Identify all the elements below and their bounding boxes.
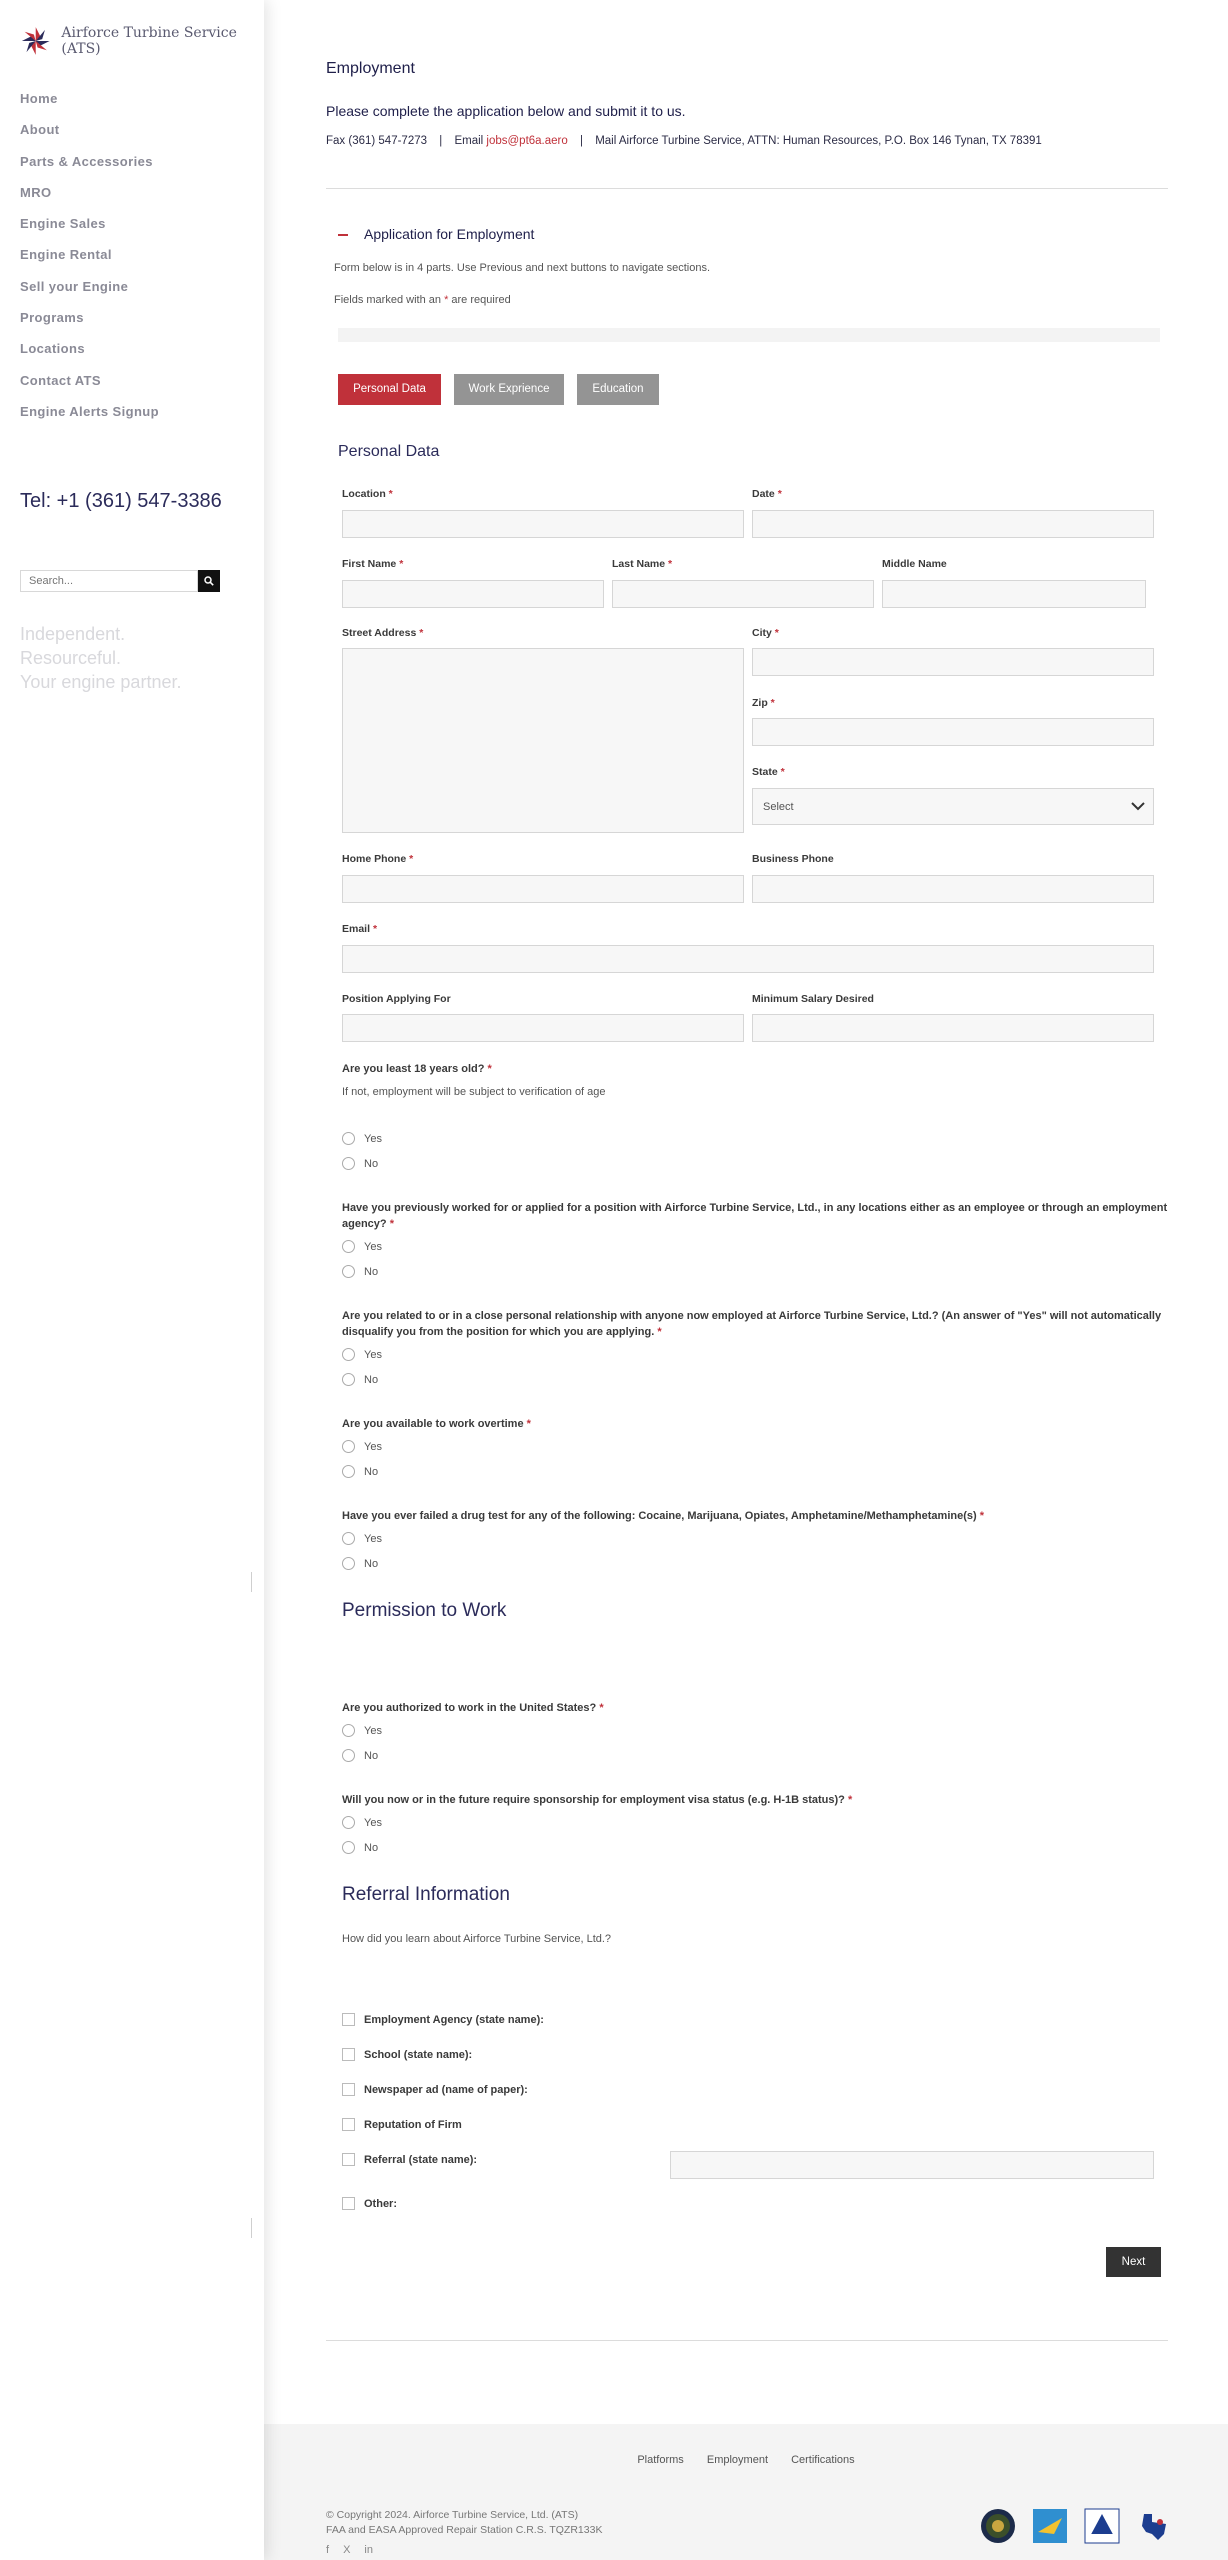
date-label [752,488,782,500]
nav-engine-sales[interactable]: Engine Sales [20,216,106,232]
x-twitter-icon[interactable]: X [343,2544,351,2556]
question-age [342,1061,1172,1077]
radio-overtime-yes[interactable] [342,1440,382,1453]
question-drug-test-text: Have you ever failed a drug test for any of the following: Cocaine, Marijuana, Opiates, Amphetamine/Methamphetamine(s) [342,1510,977,1522]
radio-related-yes[interactable] [342,1348,382,1361]
radio-age-yes[interactable] [342,1132,382,1145]
certification-badges [980,2508,1172,2544]
radio-label: No [364,1465,379,1478]
radio-drug-yes[interactable] [342,1532,382,1545]
question-previous-work [342,1200,1172,1232]
fax-label: Fax [326,135,346,147]
footer-link-platforms[interactable]: Platforms [637,2454,684,2466]
question-drug-test [342,1508,1172,1524]
question-overtime-text: Are you available to work overtime [342,1418,524,1430]
checkbox-label: Other: [364,2197,397,2210]
separator: | [439,135,443,147]
checkbox-box[interactable] [342,2118,355,2131]
city-label [752,627,779,639]
required-note-prefix: Fields marked with an [334,294,441,306]
required-asterisk: * [599,1702,604,1714]
referral-name-input[interactable] [670,2151,1154,2179]
referral-subtitle: How did you learn about Airforce Turbine Service, Ltd.? [342,1933,612,1945]
radio-label: Yes [364,1532,382,1545]
radio-label: Yes [364,1724,382,1737]
facebook-icon[interactable]: f [326,2544,330,2556]
radio-circle[interactable] [342,1841,355,1854]
radio-circle[interactable] [342,1532,355,1545]
radio-circle[interactable] [342,1373,355,1386]
required-asterisk: * [409,853,414,865]
question-authorized [342,1700,1172,1716]
radio-sponsorship-yes[interactable] [342,1816,382,1829]
radio-label: Yes [364,1816,382,1829]
radio-circle[interactable] [342,1348,355,1361]
age-note: If not, employment will be subject to verification of age [342,1086,606,1098]
radio-previous-no[interactable] [342,1265,378,1278]
state-label [752,766,785,778]
ats-logo-icon [20,24,51,58]
checkbox-label: School (state name): [364,2048,473,2061]
first-name-label-text: First Name [342,558,397,570]
state-select[interactable] [752,788,1154,825]
mail-label: Mail [595,135,617,147]
permission-heading: Permission to Work [342,1600,507,1621]
radio-circle[interactable] [342,1440,355,1453]
required-asterisk: * [668,558,673,570]
radio-circle[interactable] [342,1132,355,1145]
radio-circle[interactable] [342,1816,355,1829]
required-asterisk: * [770,697,775,709]
referral-heading: Referral Information [342,1884,510,1905]
linkedin-icon[interactable]: in [364,2544,373,2556]
radio-circle[interactable] [342,1724,355,1737]
copyright [326,2508,602,2538]
state-select-value: Select [763,800,794,813]
radio-circle[interactable] [342,1749,355,1762]
required-asterisk: * [372,923,378,935]
middle-name-label: Middle Name [882,558,947,570]
question-previous-work-text: Have you previously worked for or applied for a position with Airforce Turbine Service, Ltd., in any locations either as an employee or through an employment agency? [342,1202,1168,1230]
nav-parts[interactable]: Parts & Accessories [20,153,153,169]
separator: | [579,135,583,147]
required-asterisk: * [780,766,785,778]
mail-value: Airforce Turbine Service, ATTN: Human Resources, P.O. Box 146 Tynan, TX 78391 [618,135,1042,147]
search-input[interactable] [20,570,198,592]
radio-related-no[interactable] [342,1373,378,1386]
location-input[interactable] [342,510,744,538]
email-input[interactable] [342,945,1154,973]
progress-bar [338,328,1160,342]
fax-value: (361) 547-7273 [348,135,428,147]
required-asterisk: * [777,488,782,500]
checkbox-box[interactable] [342,2083,355,2096]
required-asterisk: * [399,558,404,570]
required-asterisk: * [388,488,393,500]
checkbox-box[interactable] [342,2048,355,2061]
email-label-text: Email [342,923,371,935]
radio-label: No [364,1557,379,1570]
location-label-text: Location [342,488,386,500]
zip-label-text: Zip [752,697,768,709]
street-label-text: Street Address [342,627,417,639]
tab-personal-data[interactable]: Personal Data [338,374,441,405]
question-sponsorship [342,1792,1172,1808]
date-label-text: Date [752,488,775,500]
nav-home[interactable]: Home [20,91,58,106]
required-note-suffix: are required [451,294,511,306]
radio-label: No [364,1265,379,1278]
required-asterisk: * [526,1418,531,1430]
nav-locations[interactable]: Locations [20,341,85,357]
street-address-input[interactable] [342,648,744,833]
home-phone-input[interactable] [342,875,744,903]
zip-label [752,697,775,709]
tagline-line: Resourceful. [20,648,122,668]
nav-sell-engine[interactable]: Sell your Engine [20,278,129,294]
checkbox-school[interactable] [342,2048,472,2061]
checkbox-label: Reputation of Firm [364,2118,462,2131]
radio-circle[interactable] [342,1557,355,1570]
sidebar-phone[interactable]: Tel: +1 (361) 547-3386 [20,490,222,512]
radio-label: Yes [364,1132,382,1145]
nav-engine-alerts[interactable]: Engine Alerts Signup [20,403,159,419]
nav-engine-rental[interactable]: Engine Rental [20,247,112,263]
search-icon [204,576,214,586]
main-content [264,0,1228,2560]
tagline-line: Your engine partner. [20,672,182,692]
radio-authorized-yes[interactable] [342,1724,382,1737]
checkbox-label: Newspaper ad (name of paper): [364,2083,528,2096]
email-link[interactable]: jobs@pt6a.aero [486,135,568,147]
checkbox-referral[interactable] [342,2153,477,2166]
checkbox-box[interactable] [342,2153,355,2166]
radio-authorized-no[interactable] [342,1749,378,1762]
question-age-text: Are you least 18 years old? [342,1063,485,1075]
search-button[interactable] [198,570,220,592]
radio-label: Yes [364,1440,382,1453]
nav-programs[interactable]: Programs [20,310,84,326]
radio-label: No [364,1157,379,1170]
checkbox-box[interactable] [342,2197,355,2210]
personal-data-heading: Personal Data [338,443,440,460]
street-label [342,627,423,639]
question-sponsorship-text: Will you now or in the future require sponsorship for employment visa status (e.g. H-1B status)? [342,1794,845,1806]
date-input[interactable] [752,510,1154,538]
radio-circle[interactable] [342,1265,355,1278]
radio-circle[interactable] [342,1240,355,1253]
required-asterisk: * [657,1326,662,1338]
nav-about[interactable]: About [20,122,60,138]
intro-text: Please complete the application below and submit it to us. [326,103,686,119]
form-note: Form below is in 4 parts. Use Previous and next buttons to navigate sections. [334,262,711,274]
radio-label: Yes [364,1240,382,1253]
home-phone-label-text: Home Phone [342,853,407,865]
home-phone-label [342,853,413,865]
last-name-label-text: Last Name [612,558,666,570]
required-asterisk: * [487,1063,492,1075]
checkbox-label: Employment Agency (state name): [364,2013,544,2026]
next-button[interactable]: Next [1106,2247,1161,2277]
chevron-down-icon [1123,788,1153,825]
required-asterisk: * [389,1218,394,1230]
asa-badge-icon [1084,2508,1120,2544]
divider [326,188,1168,189]
social-links [326,2544,373,2556]
email-label: Email [454,135,484,147]
radio-age-no[interactable] [342,1157,378,1170]
checkbox-other[interactable] [342,2197,397,2210]
salary-label: Minimum Salary Desired [752,993,874,1005]
position-label: Position Applying For [342,993,451,1005]
required-asterisk: * [774,627,779,639]
required-asterisk: * [847,1794,853,1806]
minus-icon[interactable] [338,234,348,236]
easa-badge-icon [1032,2508,1068,2544]
radio-label: No [364,1373,379,1386]
faa-seal-icon [980,2508,1016,2544]
radio-sponsorship-no[interactable] [342,1841,378,1854]
footer-link-certifications[interactable]: Certifications [791,2454,855,2466]
radio-label: No [364,1749,379,1762]
business-phone-input[interactable] [752,875,1154,903]
last-name-label [612,558,672,570]
first-name-label [342,558,403,570]
question-related [342,1308,1172,1340]
scroll-marker [251,1572,252,1592]
tagline-line: Independent. [20,624,126,644]
required-asterisk: * [419,627,424,639]
required-asterisk: * [979,1510,985,1522]
logo[interactable] [20,24,264,58]
tab-education[interactable]: Education [577,374,659,405]
tab-work-experience[interactable]: Work Exprience [454,374,564,405]
question-related-text: Are you related to or in a close personal relationship with anyone now employed at Airforce Turbine Service, Ltd.? (An answer of "Yes" will not automatically disqualify you from the position for which you are applying. [342,1310,1162,1338]
radio-label: Yes [364,1348,382,1361]
accordion-title[interactable]: Application for Employment [364,226,535,242]
contact-line [326,135,1042,147]
business-phone-label: Business Phone [752,853,834,865]
tagline [20,622,181,694]
footer [264,2424,1228,2560]
main-nav [20,88,159,432]
radio-label: No [364,1841,379,1854]
texas-badge-icon [1136,2508,1172,2544]
checkbox-newspaper[interactable] [342,2083,528,2096]
last-name-input[interactable] [612,580,874,608]
radio-previous-yes[interactable] [342,1240,382,1253]
radio-overtime-no[interactable] [342,1465,378,1478]
checkbox-box[interactable] [342,2013,355,2026]
checkbox-employment-agency[interactable] [342,2013,544,2026]
logo-text: Airforce Turbine Service (ATS) [61,25,237,57]
first-name-input[interactable] [342,580,604,608]
scroll-marker [251,2218,252,2238]
sidebar [0,0,264,2560]
state-label-text: State [752,766,778,778]
checkbox-reputation[interactable] [342,2118,462,2131]
divider [326,2340,1168,2341]
footer-link-employment[interactable]: Employment [706,2454,769,2466]
salary-input[interactable] [752,1014,1154,1042]
position-input[interactable] [342,1014,744,1042]
city-input[interactable] [752,648,1154,676]
radio-drug-no[interactable] [342,1557,378,1570]
radio-circle[interactable] [342,1465,355,1478]
email-label [342,923,377,935]
footer-links [264,2454,1228,2466]
location-label [342,488,393,500]
middle-name-input[interactable] [882,580,1146,608]
required-asterisk: * [444,294,449,306]
checkbox-label: Referral (state name): [364,2153,478,2166]
nav-mro[interactable]: MRO [20,184,52,200]
radio-circle[interactable] [342,1157,355,1170]
city-label-text: City [752,627,772,639]
page-title: Employment [326,60,415,77]
copyright-text: © Copyright 2024. Airforce Turbine Service, Ltd. (ATS) [326,2509,579,2521]
required-note [334,294,511,306]
question-overtime [342,1416,1172,1432]
search-form [20,570,220,592]
nav-contact[interactable]: Contact ATS [20,372,101,388]
zip-input[interactable] [752,718,1154,746]
repair-station-text: FAA and EASA Approved Repair Station C.R.S. TQZR133K [326,2524,603,2536]
question-authorized-text: Are you authorized to work in the United States? [342,1702,597,1714]
